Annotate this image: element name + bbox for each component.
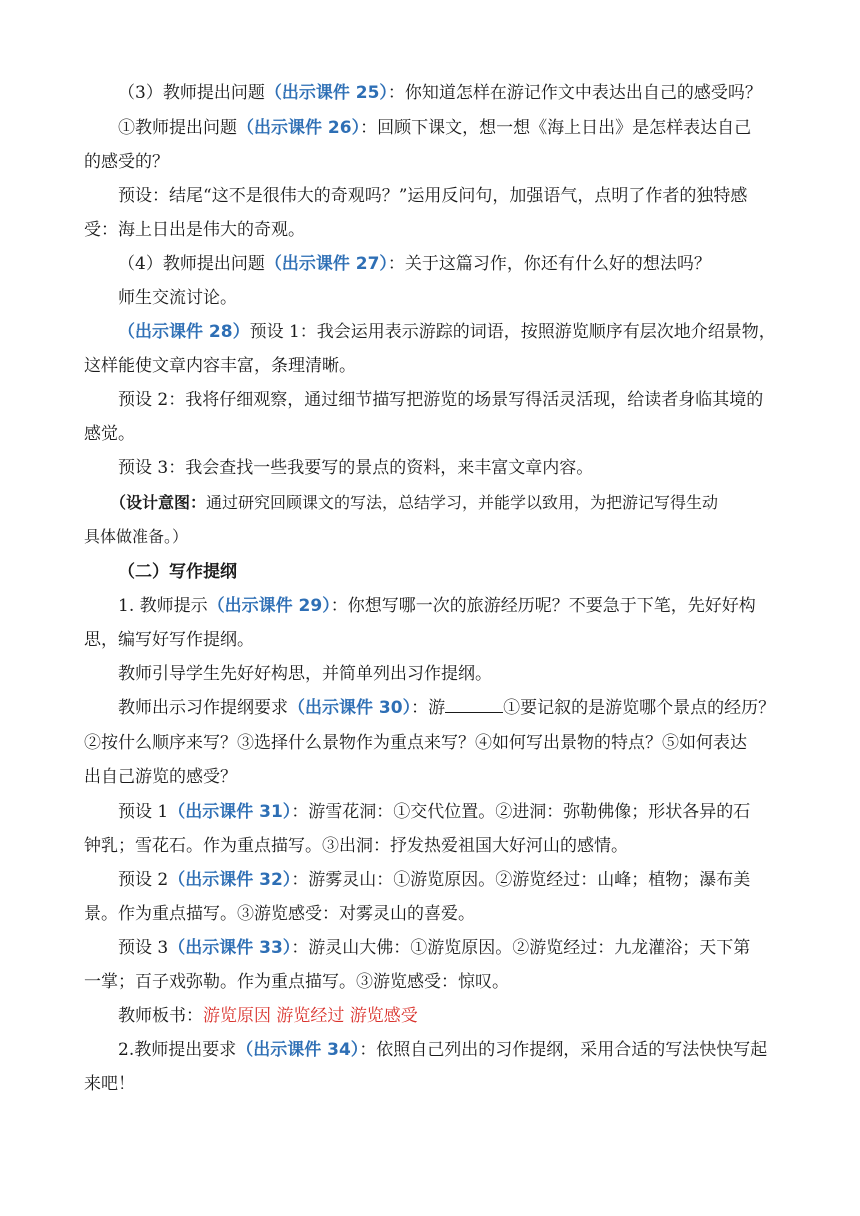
para-prefix: （3）教师提出问题 <box>118 83 265 103</box>
paragraph-outline-preset-1 <box>118 800 750 824</box>
para-text: ：回顾下课文，想一想《海上日出》是怎样表达自己 <box>360 118 752 138</box>
paragraph-continuation: 受：海上日出是伟大的奇观。 <box>84 220 305 240</box>
paragraph-outline-requirements <box>118 696 775 720</box>
design-intent-label: （设计意图： <box>110 493 207 512</box>
blackboard-item: 游览原因 <box>203 1006 271 1026</box>
paragraph-teacher-guide: 教师引导学生先好好构思，并简单列出习作提纲。 <box>118 664 492 684</box>
para-text: ：关于这篇习作，你还有什么好的想法吗？ <box>387 254 711 274</box>
section-heading: （二）写作提纲 <box>118 562 237 582</box>
paragraph-outline-preset-2 <box>118 868 750 892</box>
fill-in-blank <box>445 696 503 713</box>
paragraph-discussion: 师生交流讨论。 <box>118 288 237 308</box>
paragraph-preset: 预设：结尾“这不是很伟大的奇观吗？”运用反问句，加强语气，点明了作者的独特感 <box>118 186 748 206</box>
blackboard-item: 游览经过 <box>276 1006 345 1026</box>
para-text: ：依照自己列出的习作提纲，采用合适的写法快快写起 <box>359 1040 768 1060</box>
design-intent <box>110 491 718 515</box>
slide-ref-30: （出示课件 30） <box>288 698 412 718</box>
paragraph-continuation: ②按什么顺序来写？③选择什么景物作为重点来写？④如何写出景物的特点？⑤如何表达 <box>84 733 747 753</box>
slide-ref-29: （出示课件 29） <box>207 596 331 616</box>
paragraph-continuation: 具体做准备。） <box>84 527 189 546</box>
para-text: ①要记叙的是游览哪个景点的经历？ <box>503 698 776 718</box>
paragraph-teacher-hint <box>118 594 756 618</box>
paragraph-continuation: 一掌；百子戏弥勒。作为重点描写。③游览感受：惊叹。 <box>84 972 509 992</box>
paragraph-blackboard <box>118 1004 418 1028</box>
blackboard-item: 游览感受 <box>349 1006 418 1026</box>
paragraph-question-4 <box>118 252 711 276</box>
paragraph-preset-2: 预设 2：我将仔细观察，通过细节描写把游览的场景写得活灵活现，给读者身临其境的 <box>118 390 764 410</box>
para-text: ：游灵山大佛：①游览原因。②游览经过：九龙灌浴；天下第 <box>291 938 751 958</box>
paragraph-continuation: 思，编写好写作提纲。 <box>84 630 254 650</box>
paragraph-continuation: 出自己游览的感受？ <box>84 767 237 787</box>
para-text: 预设 1：我会运用表示游踪的词语，按照游览顺序有层次地介绍景物， <box>249 322 776 342</box>
slide-ref-31: （出示课件 31） <box>168 802 292 822</box>
para-prefix: 预设 1 <box>118 802 169 822</box>
paragraph-question-1 <box>118 116 751 140</box>
paragraph-continuation: 景。作为重点描写。③游览感受：对雾灵山的喜爱。 <box>84 904 475 924</box>
para-text: ：你想写哪一次的旅游经历呢？不要急于下笔，先好好构 <box>330 596 756 616</box>
paragraph-continuation: 的感受的？ <box>84 152 169 172</box>
para-prefix: 1. 教师提示 <box>118 596 208 616</box>
para-prefix: （4）教师提出问题 <box>118 254 265 274</box>
para-prefix: 教师板书： <box>118 1006 203 1026</box>
slide-ref-26: （出示课件 26） <box>237 118 361 138</box>
paragraph-continuation: 感觉。 <box>84 424 135 444</box>
paragraph-preset-1 <box>118 320 776 344</box>
paragraph-continuation: 钟乳；雪花石。作为重点描写。③出洞：抒发热爱祖国大好河山的感情。 <box>84 836 628 856</box>
slide-ref-33: （出示课件 33） <box>168 938 292 958</box>
para-text: 通过研究回顾课文的写法，总结学习，并能学以致用，为把游记写得生动 <box>206 493 719 512</box>
para-text: ：游 <box>411 698 446 718</box>
para-text: ：你知道怎样在游记作文中表达出自己的感受吗？ <box>387 83 762 103</box>
paragraph-question-3 <box>118 81 762 105</box>
paragraph-continuation: 这样能使文章内容丰富，条理清晰。 <box>84 356 356 376</box>
para-prefix: 预设 2 <box>118 870 169 890</box>
para-prefix: 教师出示习作提纲要求 <box>118 698 288 718</box>
slide-ref-27: （出示课件 27） <box>264 254 388 274</box>
para-text: ：游雪花洞：①交代位置。②进洞：弥勒佛像；形状各异的石 <box>291 802 751 822</box>
slide-ref-34: （出示课件 34） <box>236 1040 360 1060</box>
paragraph-outline-preset-3 <box>118 936 750 960</box>
paragraph-preset-3: 预设 3：我会查找一些我要写的景点的资料，来丰富文章内容。 <box>118 458 594 478</box>
para-prefix: ①教师提出问题 <box>118 118 237 138</box>
para-text: ：游雾灵山：①游览原因。②游览经过：山峰；植物；瀑布美 <box>291 870 751 890</box>
slide-ref-28: （出示课件 28） <box>118 322 250 342</box>
paragraph-writing-requirement <box>118 1038 767 1062</box>
slide-ref-32: （出示课件 32） <box>168 870 292 890</box>
paragraph-continuation: 来吧！ <box>84 1074 135 1094</box>
para-prefix: 预设 3 <box>118 938 169 958</box>
para-prefix: 2.教师提出要求 <box>118 1040 237 1060</box>
slide-ref-25: （出示课件 25） <box>264 83 388 103</box>
